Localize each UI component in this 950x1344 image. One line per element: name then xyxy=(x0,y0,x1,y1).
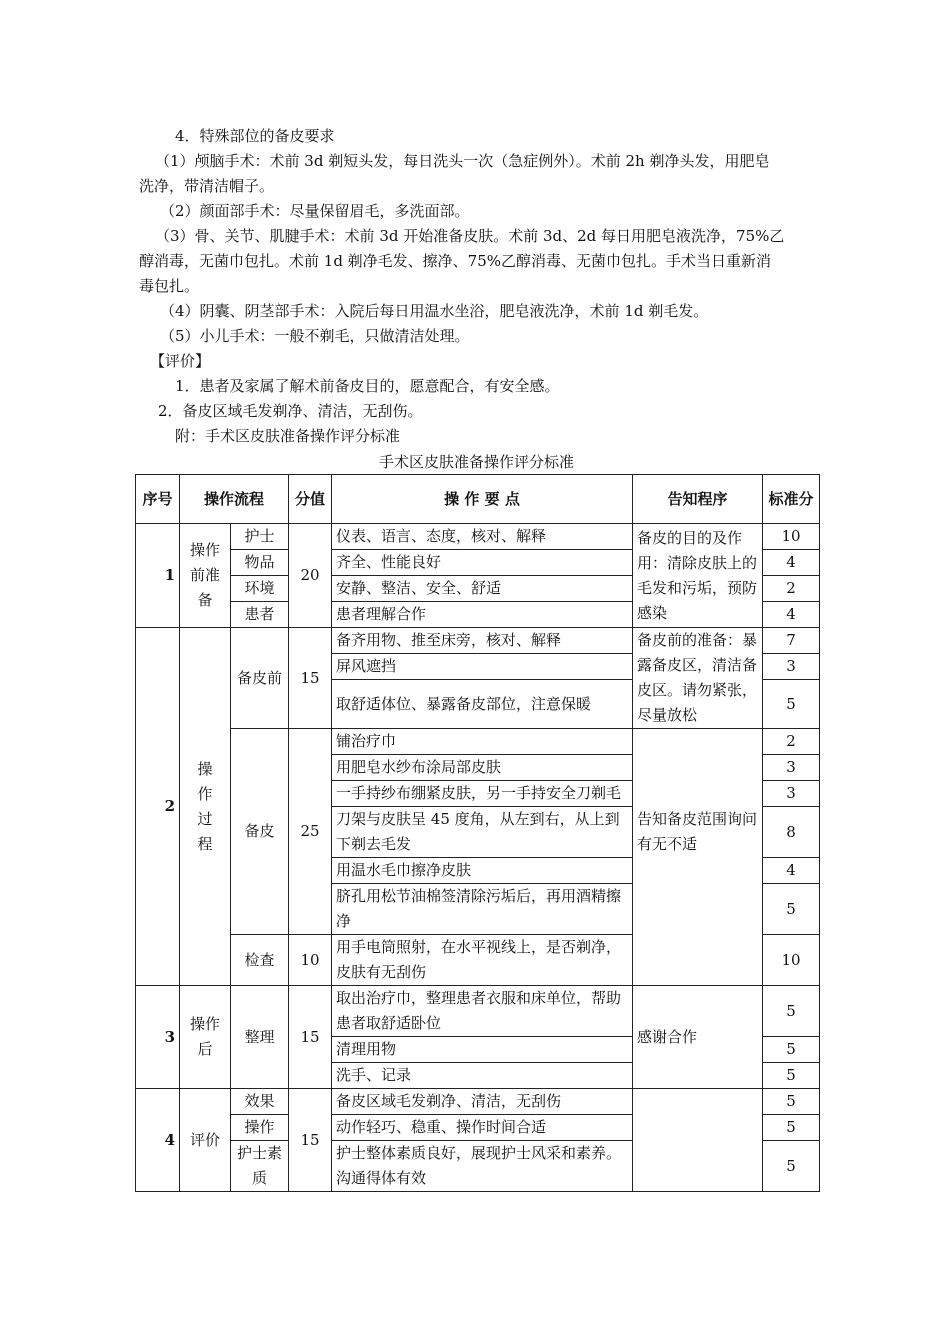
sub-cell: 患者 xyxy=(231,602,289,628)
points-cell: 15 xyxy=(289,986,332,1089)
inform-cell xyxy=(633,1089,763,1192)
inform-cell: 备皮前的准备：暴露备皮区，清洁备皮区。请勿紧张，尽量放松 xyxy=(633,628,763,729)
key-point-cell: 患者理解合作 xyxy=(332,602,633,628)
stage-cell: 评价 xyxy=(180,1089,231,1192)
score-cell: 5 xyxy=(763,680,820,729)
score-cell: 5 xyxy=(763,1115,820,1141)
key-point-cell: 铺治疗巾 xyxy=(332,729,633,755)
inform-cell xyxy=(633,935,763,986)
key-point-cell: 刀架与皮肤呈 45 度角，从左到右，从上到下剃去毛发 xyxy=(332,807,633,858)
paragraph-line: （2）颜面部手术：尽量保留眉毛，多洗面部。 xyxy=(160,202,470,220)
points-cell: 10 xyxy=(289,935,332,986)
evaluation-heading: 【评价】 xyxy=(150,352,211,370)
key-point-cell: 护士整体素质良好，展现护士风采和素养。沟通得体有效 xyxy=(332,1141,633,1192)
key-point-cell: 洗手、记录 xyxy=(332,1063,633,1089)
sub-cell: 物品 xyxy=(231,550,289,576)
key-point-cell: 齐全、性能良好 xyxy=(332,550,633,576)
header-inform: 告知程序 xyxy=(633,475,763,524)
sub-cell: 环境 xyxy=(231,576,289,602)
key-point-cell: 取舒适体位、暴露备皮部位，注意保暖 xyxy=(332,680,633,729)
paragraph-line: 2．备皮区域毛发剃净、清洁，无刮伤。 xyxy=(158,402,423,420)
inform-cell: 告知备皮范围询问有无不适 xyxy=(633,729,763,935)
score-cell: 10 xyxy=(763,935,820,986)
key-point-cell: 脐孔用松节油棉签清除污垢后，再用酒精擦净 xyxy=(332,884,633,935)
paragraph-line: 毒包扎。 xyxy=(139,277,200,295)
paragraph-line: （3）骨、关节、肌腱手术：术前 3d 开始准备皮肤。术前 3d、2d 每日用肥皂液洗净，75%乙 xyxy=(155,227,785,245)
key-point-cell: 取出治疗巾，整理患者衣服和床单位，帮助患者取舒适卧位 xyxy=(332,986,633,1037)
score-cell: 3 xyxy=(763,755,820,781)
stage-cell: 操作前准备 xyxy=(180,524,231,628)
paragraph-line: 1．患者及家属了解术前备皮目的，愿意配合，有安全感。 xyxy=(175,377,560,395)
table-row xyxy=(136,1089,820,1115)
points-cell: 15 xyxy=(289,628,332,729)
seq-cell: 3 xyxy=(136,986,180,1089)
sub-cell: 操作 xyxy=(231,1115,289,1141)
key-point-cell: 屏风遮挡 xyxy=(332,654,633,680)
score-cell: 4 xyxy=(763,858,820,884)
paragraph-line: 洗净，带清洁帽子。 xyxy=(139,177,275,195)
score-cell: 5 xyxy=(763,986,820,1037)
seq-cell: 2 xyxy=(136,628,180,986)
sub-cell: 备皮 xyxy=(231,729,289,935)
score-cell: 5 xyxy=(763,1141,820,1192)
score-cell: 4 xyxy=(763,602,820,628)
table-row xyxy=(136,524,820,550)
key-point-cell: 一手持纱布绷紧皮肤，另一手持安全刀剃毛 xyxy=(332,781,633,807)
inform-cell: 备皮的目的及作用：清除皮肤上的毛发和污垢，预防感染 xyxy=(633,524,763,628)
section-heading-special-sites: 4．特殊部位的备皮要求 xyxy=(175,127,335,145)
points-cell: 15 xyxy=(289,1089,332,1192)
score-cell: 5 xyxy=(763,1037,820,1063)
header-key-points: 操 作 要 点 xyxy=(332,475,633,524)
appendix-note: 附：手术区皮肤准备操作评分标准 xyxy=(175,427,401,445)
header-points: 分值 xyxy=(289,475,332,524)
score-cell: 7 xyxy=(763,628,820,654)
score-cell: 2 xyxy=(763,729,820,755)
stage-cell: 操作后 xyxy=(180,986,231,1089)
sub-cell: 检查 xyxy=(231,935,289,986)
sub-cell: 备皮前 xyxy=(231,628,289,729)
key-point-cell: 安静、整洁、安全、舒适 xyxy=(332,576,633,602)
score-cell: 2 xyxy=(763,576,820,602)
key-point-cell: 用肥皂水纱布涂局部皮肤 xyxy=(332,755,633,781)
seq-cell: 1 xyxy=(136,524,180,628)
paragraph-line: （1）颅脑手术：术前 3d 剃短头发，每日洗头一次（急症例外）。术前 2h 剃净头发，用肥皂 xyxy=(155,152,770,170)
seq-cell: 4 xyxy=(136,1089,180,1192)
key-point-cell: 仪表、语言、态度，核对、解释 xyxy=(332,524,633,550)
key-point-cell: 备齐用物、推至床旁，核对、解释 xyxy=(332,628,633,654)
paragraph-line: （5）小儿手术：一般不剃毛，只做清洁处理。 xyxy=(160,327,470,345)
score-cell: 10 xyxy=(763,524,820,550)
table-caption: 手术区皮肤准备操作评分标准 xyxy=(378,453,574,471)
score-cell: 5 xyxy=(763,884,820,935)
table-row xyxy=(136,729,820,755)
table-header-row xyxy=(136,475,820,524)
score-cell: 8 xyxy=(763,807,820,858)
header-process: 操作流程 xyxy=(180,475,289,524)
score-cell: 5 xyxy=(763,1089,820,1115)
score-cell: 5 xyxy=(763,1063,820,1089)
key-point-cell: 用手电筒照射，在水平视线上，是否剃净，皮肤有无刮伤 xyxy=(332,935,633,986)
paragraph-line: （4）阴囊、阴茎部手术：入院后每日用温水坐浴，肥皂液洗净，术前 1d 剃毛发。 xyxy=(160,302,709,320)
key-point-cell: 清理用物 xyxy=(332,1037,633,1063)
header-standard: 标准分 xyxy=(763,475,820,524)
table-row xyxy=(136,935,820,986)
sub-cell: 整理 xyxy=(231,986,289,1089)
key-point-cell: 用温水毛巾擦净皮肤 xyxy=(332,858,633,884)
points-cell: 20 xyxy=(289,524,332,628)
paragraph-line: 醇消毒，无菌巾包扎。术前 1d 剃净毛发、擦净、75%乙醇消毒、无菌巾包扎。手术当日重新消 xyxy=(139,252,772,270)
table-row xyxy=(136,986,820,1037)
sub-cell: 护士素质 xyxy=(231,1141,289,1192)
key-point-cell: 备皮区域毛发剃净、清洁，无刮伤 xyxy=(332,1089,633,1115)
sub-cell: 护士 xyxy=(231,524,289,550)
inform-cell: 感谢合作 xyxy=(633,986,763,1089)
sub-cell: 效果 xyxy=(231,1089,289,1115)
score-cell: 3 xyxy=(763,654,820,680)
score-cell: 4 xyxy=(763,550,820,576)
points-cell: 25 xyxy=(289,729,332,935)
stage-cell: 操作过程 xyxy=(180,628,231,986)
table-row xyxy=(136,628,820,654)
header-seq: 序号 xyxy=(136,475,180,524)
key-point-cell: 动作轻巧、稳重、操作时间合适 xyxy=(332,1115,633,1141)
scoring-table xyxy=(135,474,820,1192)
score-cell: 3 xyxy=(763,781,820,807)
